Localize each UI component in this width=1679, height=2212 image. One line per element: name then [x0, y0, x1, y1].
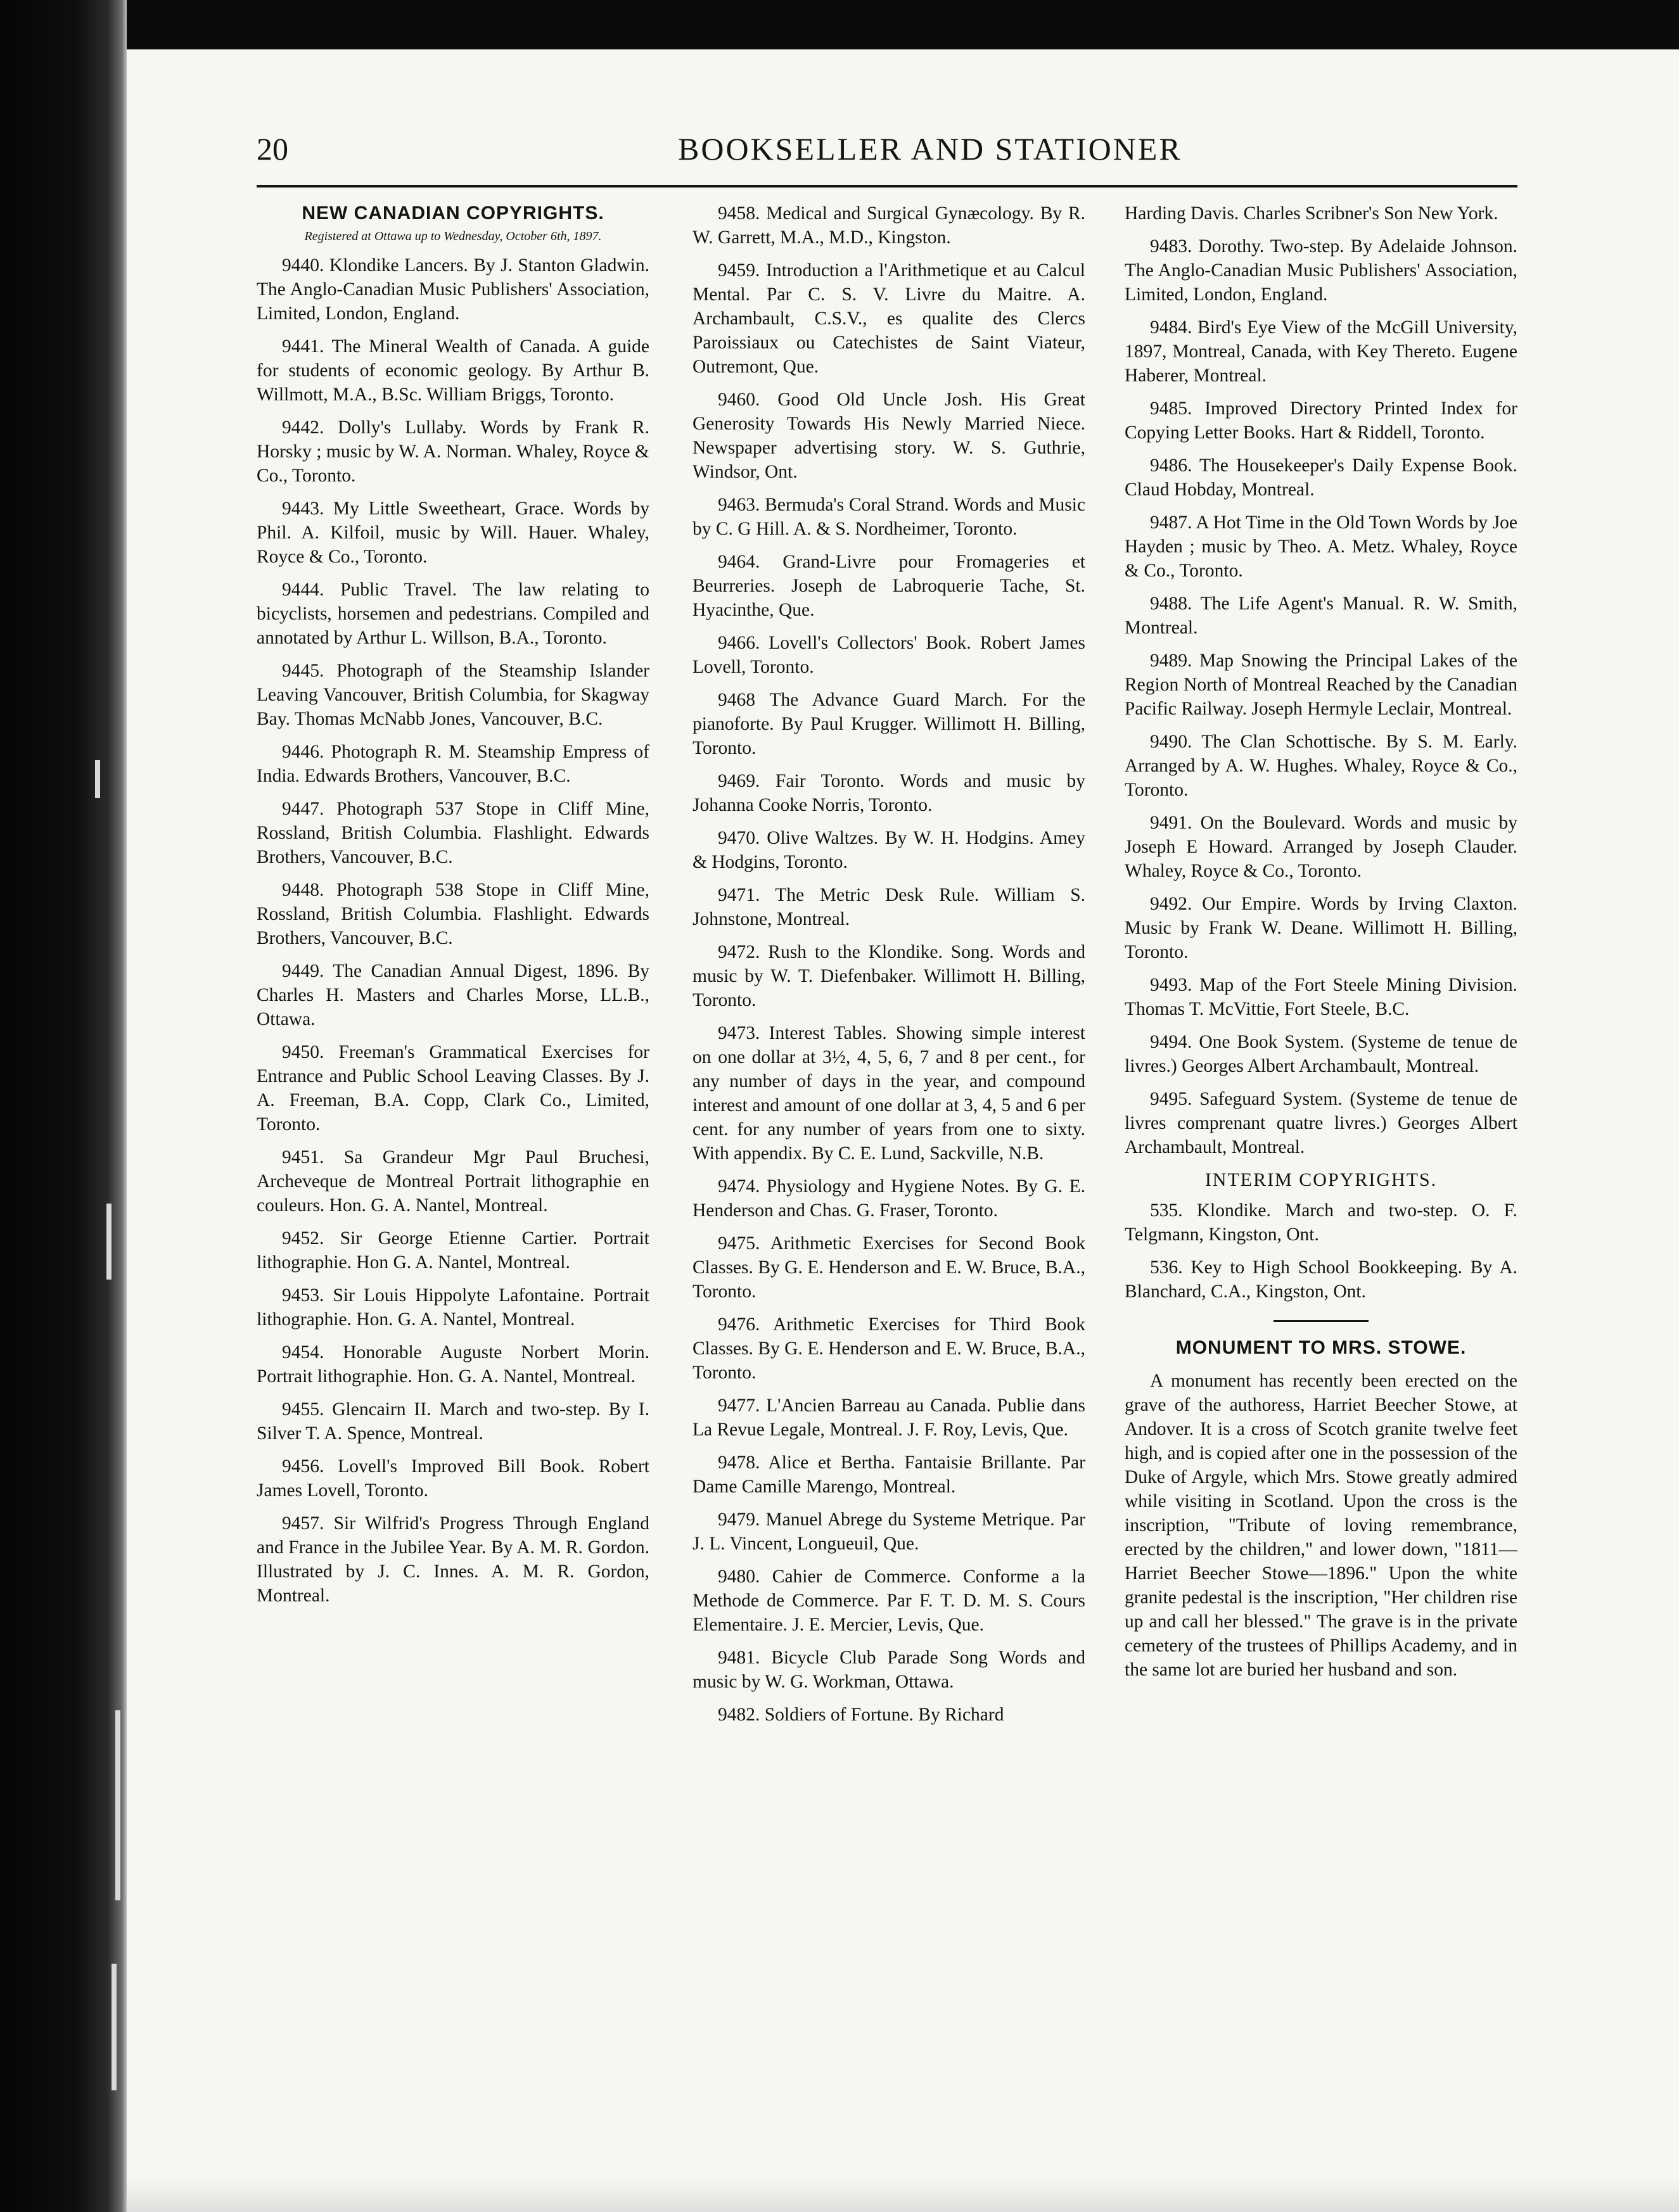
copyright-entry: 9478. Alice et Bertha. Fantaisie Brillante. Par Dame Camille Marengo, Montreal.: [693, 1452, 1085, 1497]
copyright-entry: 9443. My Little Sweetheart, Grace. Words by Phil. A. Kilfoil, music by Will. Hauer. Whaley, Royce & Co., Toronto.: [257, 499, 649, 567]
copyright-entry: 9446. Photograph R. M. Steamship Empress of India. Edwards Brothers, Vancouver, B.C.: [257, 742, 649, 786]
copyright-entry: 9493. Map of the Fort Steele Mining Division. Thomas T. McVittie, Fort Steele, B.C.: [1125, 975, 1517, 1019]
copyright-entry: 9484. Bird's Eye View of the McGill University, 1897, Montreal, Canada, with Key Thereto. Eugene Haberer, Montreal.: [1125, 317, 1517, 386]
copyright-entry: 9464. Grand-Livre pour Fromageries et Beurreries. Joseph de Labroquerie Tache, St. Hyacinthe, Que.: [693, 552, 1085, 620]
copyright-entry: 9468 The Advance Guard March. For the pianoforte. By Paul Krugger. Willimott H. Billing, Toronto.: [693, 690, 1085, 758]
scan-bottom-edge: [127, 2179, 1679, 2212]
copyright-entry: 9463. Bermuda's Coral Strand. Words and Music by C. G Hill. A. & S. Nordheimer, Toronto.: [693, 495, 1085, 539]
column-1: [257, 201, 649, 1617]
copyright-entry: 9450. Freeman's Grammatical Exercises for Entrance and Public School Leaving Classes. By J. A. Freeman, B.A. Copp, Clark Co., Limited, Toronto.: [257, 1042, 649, 1135]
copyright-entry: 9455. Glencairn II. March and two-step. By I. Silver T. A. Spence, Montreal.: [257, 1399, 649, 1444]
copyright-entry: 9449. The Canadian Annual Digest, 1896. By Charles H. Masters and Charles Morse, LL.B., Ottawa.: [257, 961, 649, 1029]
copyright-list: [1125, 201, 1517, 1159]
copyright-entry: 9440. Klondike Lancers. By J. Stanton Gladwin. The Anglo-Canadian Music Publishers' Association, Limited, London, England.: [257, 255, 649, 324]
copyright-entry: 9473. Interest Tables. Showing simple interest on one dollar at 3½, 4, 5, 6, 7 and 8 per cent., for any number of days in the year, and compound interest and amount of one dollar at 3, 4, 5 and 6 per cent. for any number of years from one to sixty. With appendix. By C. E. Lund, Sackville, N.B.: [693, 1023, 1085, 1164]
copyright-entry: 9469. Fair Toronto. Words and music by Johanna Cooke Norris, Toronto.: [693, 771, 1085, 815]
section-subhead: Registered at Ottawa up to Wednesday, October 6th, 1897.: [304, 229, 602, 243]
copyright-entry: 9472. Rush to the Klondike. Song. Words and music by W. T. Diefenbaker. Willimott H. Billing, Toronto.: [693, 942, 1085, 1010]
copyright-entry: 9448. Photograph 538 Stope in Cliff Mine, Rossland, British Columbia. Flashlight. Edwards Brothers, Vancouver, B.C.: [257, 880, 649, 948]
copyright-entry: 9491. On the Boulevard. Words and music by Joseph E Howard. Arranged by Joseph Clauder. Whaley, Royce & Co., Toronto.: [1125, 813, 1517, 881]
copyright-entry: 9445. Photograph of the Steamship Islander Leaving Vancouver, British Columbia, for Skagway Bay. Thomas McNabb Jones, Vancouver, B.C.: [257, 661, 649, 729]
scan-speck: [112, 1964, 117, 2090]
column-2: [693, 201, 1085, 1736]
copyright-entry: 9476. Arithmetic Exercises for Third Book Classes. By G. E. Henderson and E. W. Bruce, B.A., Toronto.: [693, 1314, 1085, 1383]
section-divider: [1274, 1320, 1369, 1322]
copyright-entry: 9487. A Hot Time in the Old Town Words by Joe Hayden ; music by Theo. A. Metz. Whaley, Royce & Co., Toronto.: [1125, 512, 1517, 581]
column-3: [1125, 201, 1517, 1682]
running-head: BOOKSELLER AND STATIONER: [678, 131, 1182, 167]
copyright-list: [257, 253, 649, 1608]
copyright-entry: 9458. Medical and Surgical Gynæcology. By R. W. Garrett, M.A., M.D., Kingston.: [693, 203, 1085, 248]
copyright-entry: 9479. Manuel Abrege du Systeme Metrique. Par J. L. Vincent, Longueuil, Que.: [693, 1510, 1085, 1554]
copyright-entry: 9441. The Mineral Wealth of Canada. A guide for students of economic geology. By Arthur B. Willmott, M.A., B.Sc. William Briggs, Toronto.: [257, 336, 649, 405]
scan-speck: [106, 1204, 112, 1280]
scan-left-margin: [0, 0, 127, 2212]
header-rule: [257, 185, 1517, 188]
copyright-entry: 9466. Lovell's Collectors' Book. Robert James Lovell, Toronto.: [693, 633, 1085, 677]
copyright-entry: 9470. Olive Waltzes. By W. H. Hodgins. Amey & Hodgins, Toronto.: [693, 828, 1085, 872]
copyright-entry: 9456. Lovell's Improved Bill Book. Robert James Lovell, Toronto.: [257, 1456, 649, 1501]
copyright-entry: 9459. Introduction a l'Arithmetique et au Calcul Mental. Par C. S. V. Livre du Maitre. A. Archambault, C.S.V., es qualite des Clercs Paroissiaux ou Catechistes de Saint Viateur, Outremont, Que.: [693, 260, 1085, 377]
copyright-entry: 9452. Sir George Etienne Cartier. Portrait lithographie. Hon G. A. Nantel, Montreal.: [257, 1228, 649, 1273]
copyright-entry: 535. Klondike. March and two-step. O. F. Telgmann, Kingston, Ont.: [1125, 1200, 1517, 1245]
copyright-entry: 9488. The Life Agent's Manual. R. W. Smith, Montreal.: [1125, 594, 1517, 638]
article-title: MONUMENT TO MRS. STOWE.: [1175, 1337, 1467, 1358]
copyright-entry: 9475. Arithmetic Exercises for Second Book Classes. By G. E. Henderson and E. W. Bruce, B.A., Toronto.: [693, 1233, 1085, 1302]
copyright-entry: 9451. Sa Grandeur Mgr Paul Bruchesi, Archeveque de Montreal Portrait lithographie en couleurs. Hon. G. A. Nantel, Montreal.: [257, 1147, 649, 1216]
copyright-entry: 9457. Sir Wilfrid's Progress Through England and France in the Jubilee Year. By A. M. R. Gordon. Illustrated by J. C. Innes. A. M. R. Gordon, Montreal.: [257, 1513, 649, 1606]
interim-title: INTERIM COPYRIGHTS.: [1204, 1169, 1438, 1190]
interim-list: [1125, 1198, 1517, 1304]
scan-speck: [95, 760, 100, 798]
page-number: 20: [257, 131, 288, 167]
copyright-entry: 9481. Bicycle Club Parade Song Words and music by W. G. Workman, Ottawa.: [693, 1648, 1085, 1692]
copyright-entry: 9492. Our Empire. Words by Irving Claxton. Music by Frank W. Deane. Willimott H. Billing, Toronto.: [1125, 894, 1517, 962]
copyright-entry: 9454. Honorable Auguste Norbert Morin. Portrait lithographie. Hon. G. A. Nantel, Montreal.: [257, 1342, 649, 1387]
scan-speck: [115, 1710, 120, 1900]
copyright-entry: 9474. Physiology and Hygiene Notes. By G. E. Henderson and Chas. G. Fraser, Toronto.: [693, 1176, 1085, 1221]
copyright-entry: 9453. Sir Louis Hippolyte Lafontaine. Portrait lithographie. Hon. G. A. Nantel, Montreal.: [257, 1285, 649, 1330]
copyright-entry: 536. Key to High School Bookkeeping. By A. Blanchard, C.A., Kingston, Ont.: [1125, 1257, 1517, 1302]
scan-top-edge: [127, 0, 1679, 49]
copyright-entry: 9482. Soldiers of Fortune. By Richard: [718, 1705, 1004, 1725]
copyright-entry: 9495. Safeguard System. (Systeme de tenue de livres comprenant quatre livres.) Georges Albert Archambault, Montreal.: [1125, 1089, 1517, 1157]
copyright-entry: 9471. The Metric Desk Rule. William S. Johnstone, Montreal.: [693, 885, 1085, 929]
copyright-entry: 9486. The Housekeeper's Daily Expense Book. Claud Hobday, Montreal.: [1125, 455, 1517, 500]
copyright-entry: Harding Davis. Charles Scribner's Son New York.: [1125, 203, 1498, 224]
copyright-entry: 9490. The Clan Schottische. By S. M. Early. Arranged by A. W. Hughes. Whaley, Royce & Co., Toronto.: [1125, 732, 1517, 800]
copyright-entry: 9442. Dolly's Lullaby. Words by Frank R. Horsky ; music by W. A. Norman. Whaley, Royce & Co., Toronto.: [257, 417, 649, 486]
copyright-entry: 9447. Photograph 537 Stope in Cliff Mine, Rossland, British Columbia. Flashlight. Edwards Brothers, Vancouver, B.C.: [257, 799, 649, 867]
copyright-list: [693, 201, 1085, 1727]
copyright-entry: 9444. Public Travel. The law relating to bicyclists, horsemen and pedestrians. Compiled and annotated by Arthur L. Willson, B.A., Toronto.: [257, 580, 649, 648]
copyright-entry: 9460. Good Old Uncle Josh. His Great Generosity Towards His Newly Married Niece. Newspaper advertising story. W. S. Guthrie, Windsor, Ont.: [693, 390, 1085, 482]
copyright-entry: 9494. One Book System. (Systeme de tenue de livres.) Georges Albert Archambault, Montreal.: [1125, 1032, 1517, 1076]
copyright-entry: 9477. L'Ancien Barreau au Canada. Publie dans La Revue Legale, Montreal. J. F. Roy, Levis, Que.: [693, 1395, 1085, 1440]
section-title: NEW CANADIAN COPYRIGHTS.: [302, 203, 604, 224]
page-header: [257, 130, 1517, 174]
article-body: A monument has recently been erected on the grave of the authoress, Harriet Beecher Stowe, at Andover. It is a cross of Scotch granite twelve feet high, and is copied after one in the possession of the Duke of Argyle, which Mrs. Stowe greatly admired while visiting in Scotland. Upon the cross is the inscription, "Tribute of loving remembrance, erected by the children," and lower down, "1811—Harriet Beecher Stowe—1896." Upon the white granite pedestal is the inscription, "Her children rise up and call her blessed." The grave is in the private cemetery of the trustees of Phillips Academy, and in the same lot are buried her husband and son.: [1125, 1371, 1517, 1680]
copyright-entry: 9489. Map Snowing the Principal Lakes of the Region North of Montreal Reached by the Canadian Pacific Railway. Joseph Hermyle Leclair, Montreal.: [1125, 651, 1517, 719]
copyright-entry: 9485. Improved Directory Printed Index for Copying Letter Books. Hart & Riddell, Toronto.: [1125, 398, 1517, 443]
copyright-entry: 9480. Cahier de Commerce. Conforme a la Methode de Commerce. Par F. T. D. M. S. Cours Elementaire. J. E. Mercier, Levis, Que.: [693, 1567, 1085, 1635]
copyright-entry: 9483. Dorothy. Two-step. By Adelaide Johnson. The Anglo-Canadian Music Publishers' Association, Limited, London, England.: [1125, 236, 1517, 305]
